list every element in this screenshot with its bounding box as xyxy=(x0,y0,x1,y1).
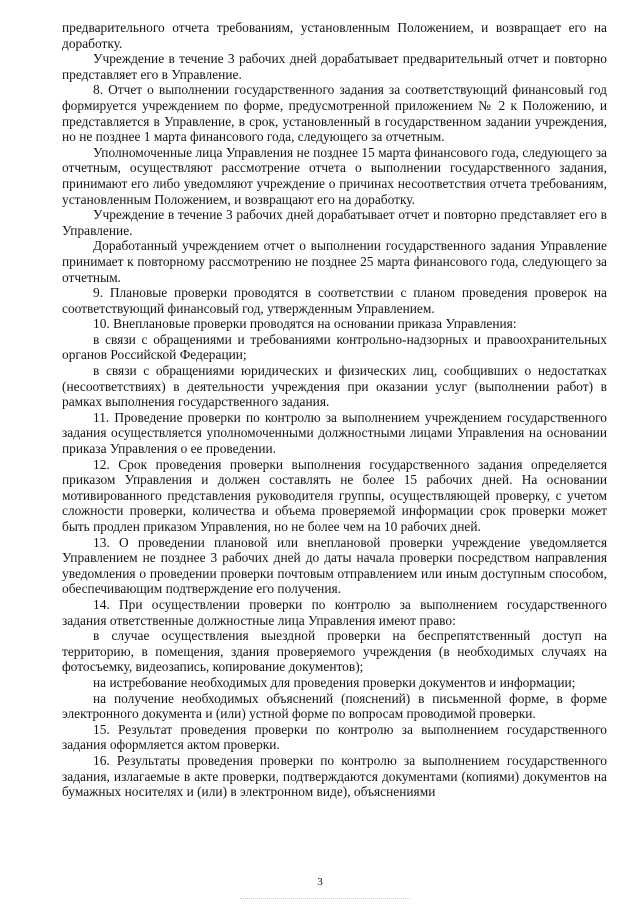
paragraph-report-rework: Учреждение в течение 3 рабочих дней дорабатывает отчет и повторно представляет его в Управление. xyxy=(62,207,607,238)
scan-edge-mark xyxy=(240,898,410,899)
paragraph-15: 15. Результат проведения проверки по контролю за выполнением государственного задания оформляется актом проверки. xyxy=(62,721,607,753)
paragraph-11: 11. Проведение проверки по контролю за выполнением учреждением государственного задания осуществляется уполномоченными должностными лицами Управления на основании приказа Управления о ее проведении. xyxy=(62,409,607,457)
page-number: 3 xyxy=(317,876,323,888)
paragraph-10: 10. Внеплановые проверки проводятся на основании приказа Управления: xyxy=(93,316,517,332)
paragraph-14-item-3: на получение необходимых объяснений (пояснений) в письменной форме, в форме электронного документа и (или) устной форме по вопросам проводимой проверки. xyxy=(62,690,607,722)
paragraph-continuation: предварительного отчета требованиям, установленным Положением, и возвращает его на доработку. xyxy=(62,20,607,51)
paragraph-report-reaccept: Доработанный учреждением отчет о выполнении государственного задания Управление принимает к повторному рассмотрению не позднее 25 марта финансового года, следующего за отчетным. xyxy=(62,238,607,285)
paragraph-8: 8. Отчет о выполнении государственного задания за соответствующий финансовый год формируется учреждением по форме, предусмотренной приложением № 2 к Положению, и представляется в Управление, в срок, установленный в государственном задании учреждения, но не позднее 1 марта финансового года, следующего за отчетным. xyxy=(62,82,607,145)
paragraph-9: 9. Плановые проверки проводятся в соответствии с планом проведения проверок на соответствующий финансовый год, утвержденным Управлением. xyxy=(62,285,607,316)
paragraph-14-item-1: в случае осуществления выездной проверки на беспрепятственный доступ на территорию, в помещения, здания проверяемого учреждения (в необходимых случаях на фотосъемку, видеозапись, копирование документов); xyxy=(62,628,607,675)
document-page xyxy=(62,20,607,800)
paragraph-10-item-2: в связи с обращениями юридических и физических лиц, сообщивших о недостатках (несоответствиях) в деятельности учреждения при оказании услуг (выполнении работ) в рамках выполнения государственного задания. xyxy=(62,363,607,410)
paragraph-report-review: Уполномоченные лица Управления не позднее 15 марта финансового года, следующего за отчетным, осуществляют рассмотрение отчета о выполнении государственного задания, принимают его либо уведомляют учреждение о причинах несоответствия отчета требованиям, установленным Положением, и возвращают его на доработку. xyxy=(62,144,607,207)
paragraph-13: 13. О проведении плановой или внеплановой проверки учреждение уведомляется Управлением не позднее 3 рабочих дней до даты начала проверки посредством направления уведомления о проведении проверки почтовым отправлением или иным доступным способом, обеспечивающим подтверждение его получения. xyxy=(62,534,607,597)
paragraph-14-item-2: на истребование необходимых для проведения проверки документов и информации; xyxy=(93,674,576,690)
paragraph-14: 14. При осуществлении проверки по контролю за выполнением государственного задания ответственные должностные лица Управления имеют право: xyxy=(62,596,607,628)
paragraph-10-item-1: в связи с обращениями и требованиями контрольно-надзорных и правоохранительных органов Российской Федерации; xyxy=(62,331,607,363)
paragraph-resubmit-preliminary: Учреждение в течение 3 рабочих дней дорабатывает предварительный отчет и повторно представляет его в Управление. xyxy=(62,51,607,82)
paragraph-16: 16. Результаты проведения проверки по контролю за выполнением государственного задания, излагаемые в акте проверки, подтверждаются документами (копиями) документов на бумажных носителях и (или) в электронном виде), объяснениями xyxy=(62,752,607,800)
paragraph-12: 12. Срок проведения проверки выполнения государственного задания определяется приказом Управления и должен составлять не более 15 рабочих дней. На основании мотивированного представления руководителя группы, осуществляющей проверку, с учетом сложности проверки, количества и объема проверяемой информации срок проверки может быть продлен приказом Управления, но не более чем на 10 рабочих дней. xyxy=(62,456,607,534)
